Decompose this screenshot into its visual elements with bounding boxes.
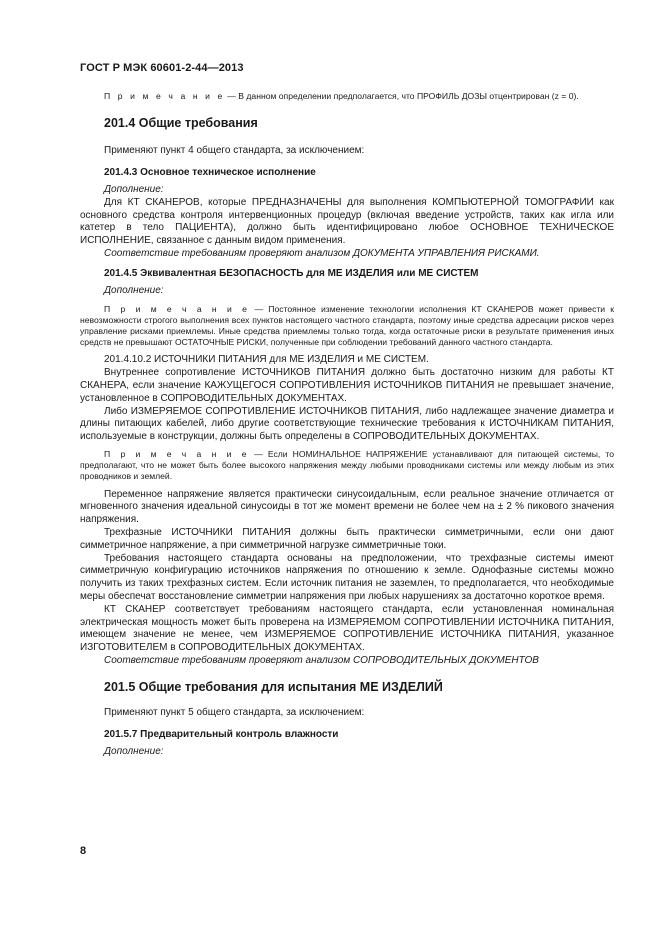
note-text: — Постоянное изменение технологии исполнения КТ СКАНЕРОВ может привести к невозможности строгого выполнения всех пунктов настоящего частного стандарта, поэтому иные средства адресации рисков через управление рисками приемлемы. Иные средства приемлемы только тогда, когда остаточные риски в результате применения иных средств не превышают ОСТАТОЧНЫЕ РИСКИ, полученные при соблюдении требований данного частного стандарта. [80, 303, 614, 348]
compliance-text: Соответствие требованиям проверяют анализом СОПРОВОДИТЕЛЬНЫХ ДОКУМЕНТОВ [104, 654, 539, 666]
paragraph: КТ СКАНЕР соответствует требованиям настоящего стандарта, если установленная номинальная электрическая мощность может быть проверена на ИЗМЕРЯЕМОМ СОПРОТИВЛЕНИИ ИСТОЧНИКА ПИТАНИЯ, имеющем значение не менее, чем ИЗМЕРЯЕМОЕ СОПРОТИВЛЕНИЕ ИСТОЧНИКА ПИТАНИЯ, указанное ИЗГОТОВИТЕЛЕМ в СОПРОВОДИТЕЛЬНЫХ ДОКУМЕНТАХ. [80, 603, 614, 654]
note [80, 449, 614, 483]
note-text: — Если НОМИНАЛЬНОЕ НАПРЯЖЕНИЕ устанавливают для питающей системы, то предполагают, что не может быть более высокого напряжения между любыми проводниками системы или между любым из этих проводников и землей. [80, 448, 614, 482]
paragraph: Внутреннее сопротивление ИСТОЧНИКОВ ПИТАНИЯ должно быть достаточно низким для работы КТ СКАНЕРА, если значение КАЖУЩЕГОСЯ СОПРОТИВЛЕНИЯ ИСТОЧНИКОВ ПИТАНИЯ не превышает значение, установленное в СОПРОВОДИТЕЛЬНЫХ ДОКУМЕНТАХ. [80, 367, 614, 404]
addition-label: Дополнение: [104, 745, 164, 757]
section-201-4-intro: Применяют пункт 4 общего стандарта, за исключением: [104, 145, 365, 157]
note-label: П р и м е ч а н и е [104, 91, 225, 101]
compliance-text: Соответствие требованиям проверяют анализом ДОКУМЕНТА УПРАВЛЕНИЯ РИСКАМИ. [104, 247, 540, 259]
subsection-201-4-3-heading: 201.4.3 Основное техническое исполнение [104, 167, 316, 178]
note [80, 304, 614, 349]
section-201-4-heading: 201.4 Общие требования [104, 116, 258, 131]
paragraph: Для КТ СКАНЕРОВ, которые ПРЕДНАЗНАЧЕНЫ для выполнения КОМПЬЮТЕРНОЙ ТОМОГРАФИИ как основного средства контроля интервенционных процедур (включая введение устройств, таких как игла или катетер в тело ПАЦИЕНТА), должно быть идентифицировано любое ОСНОВНОЕ ТЕХНИЧЕСКОЕ ИСПОЛНЕНИЕ, связанное с данным видом применения. [80, 196, 614, 247]
definition-note [80, 91, 614, 102]
note-label: П р и м е ч а н и е [104, 303, 250, 314]
addition-label: Дополнение: [104, 284, 164, 296]
paragraph: Переменное напряжение является практически синусоидальным, если реальное значение отличается от мгновенного значения идеальной синусоиды в тот же момент времени не более чем на ± 2 % пикового значения напряжения. [80, 488, 614, 526]
subsection-201-4-5-heading: 201.4.5 Эквивалентная БЕЗОПАСНОСТЬ для МЕ ИЗДЕЛИЯ или МЕ СИСТЕМ [104, 267, 479, 279]
section-201-5-intro: Применяют пункт 5 общего стандарта, за исключением: [104, 706, 365, 718]
paragraph: Либо ИЗМЕРЯЕМОЕ СОПРОТИВЛЕНИЕ ИСТОЧНИКОВ ПИТАНИЯ, либо надлежащее значение диаметра и длины питающих кабелей, либо другие соответствующие технические требования к ИСТОЧНИКАМ ПИТАНИЯ, используемые в конструкции, должны быть определены в СОПРОВОДИТЕЛЬНЫХ ДОКУМЕНТАХ. [80, 405, 614, 443]
note-text: — В данном определении предполагается, что ПРОФИЛЬ ДОЗЫ отцентрирован (z = 0). [224, 91, 579, 101]
standard-header: ГОСТ Р МЭК 60601-2-44—2013 [80, 62, 244, 74]
addition-label: Дополнение: [104, 184, 164, 195]
note-label: П р и м е ч а н и е [104, 448, 250, 459]
document-page [80, 62, 614, 758]
section-201-5-heading: 201.5 Общие требования для испытания МЕ ИЗДЕЛИЙ [104, 679, 443, 694]
subsection-201-5-7-heading: 201.5.7 Предварительный контроль влажности [104, 728, 339, 740]
page-number: 8 [80, 845, 87, 857]
subsection-201-4-10-2-heading: 201.4.10.2 ИСТОЧНИКИ ПИТАНИЯ для МЕ ИЗДЕЛИЯ и МЕ СИСТЕМ. [104, 354, 429, 366]
paragraph: Трехфазные ИСТОЧНИКИ ПИТАНИЯ должны быть практически симметричными, если они дают симметричное напряжение, а при симметричной нагрузке симметричные токи. [80, 526, 614, 551]
paragraph: Требования настоящего стандарта основаны на предположении, что трехфазные системы имеют симметричную конфигурацию источников напряжения по отношению к земле. Однофазные системы можно получить из таких трехфазных систем. Если источник питания не заземлен, то предполагается, что необходимые меры обеспечат восстановление симметрии напряжения при любых нарушениях за достаточно короткое время. [80, 552, 614, 602]
